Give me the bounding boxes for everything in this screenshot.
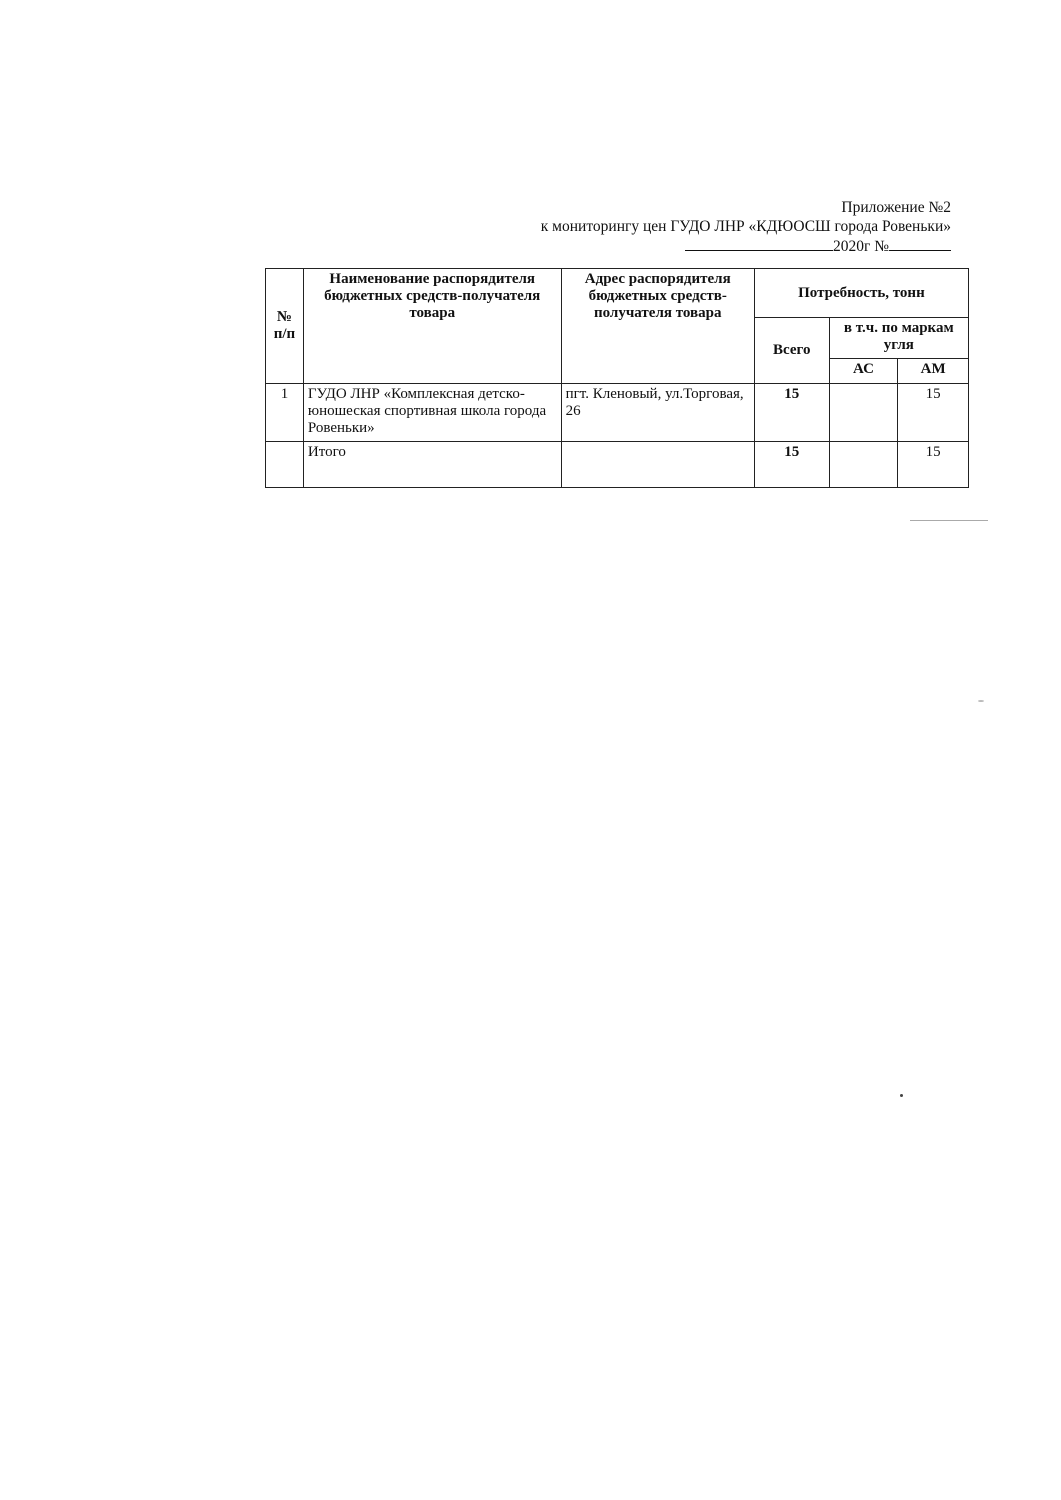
total-num [266,442,304,488]
date-blank [685,236,833,251]
row-num: 1 [266,384,304,442]
document-header [541,198,951,256]
row-name: ГУДО ЛНР «Комплексная детско-юношеская спортивная школа города Ровеньки» [303,384,561,442]
total-total: 15 [754,442,829,488]
total-row [266,442,969,488]
header-address: Адрес распорядителя бюджетных средств-получателя товара [561,269,754,384]
header-ac: АС [829,359,898,384]
row-address: пгт. Кленовый, ул.Торговая, 26 [561,384,754,442]
row-am: 15 [898,384,969,442]
scan-artifact-line [910,520,988,521]
number-blank [889,236,951,251]
date-year-label: 2020г № [832,238,889,255]
scan-artifact-dot [900,1094,903,1097]
total-label: Итого [303,442,561,488]
total-am: 15 [898,442,969,488]
header-am: АМ [898,359,969,384]
row-total: 15 [754,384,829,442]
header-row-1 [266,269,969,318]
header-name: Наименование распорядителя бюджетных средств-получателя товара [303,269,561,384]
date-number-line [685,236,951,256]
needs-table [265,268,969,488]
appendix-title: Приложение №2 [841,199,951,216]
total-ac [829,442,898,488]
scan-artifact-mark [978,700,984,702]
header-by-grade: в т.ч. по маркам угля [829,318,968,359]
header-total: Всего [754,318,829,384]
appendix-subtitle: к мониторингу цен ГУДО ЛНР «КДЮОСШ города Ровеньки» [540,218,951,235]
total-address [561,442,754,488]
header-need: Потребность, тонн [754,269,968,318]
header-num: № п/п [266,269,304,384]
row-ac [829,384,898,442]
table-row [266,384,969,442]
